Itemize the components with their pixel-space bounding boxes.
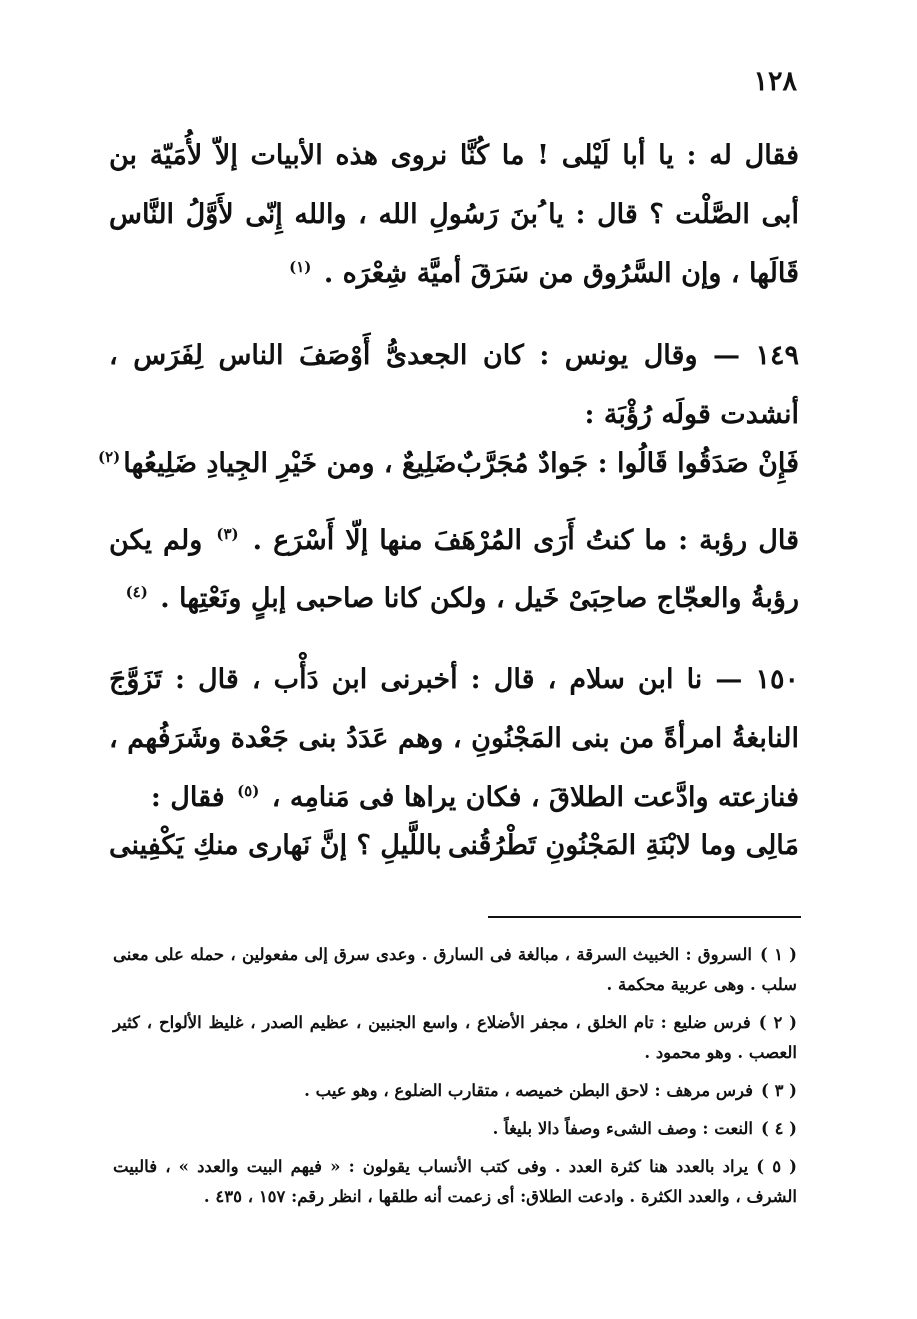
footnote-ref-4: (٤) (125, 583, 148, 601)
verse-2-hemistich-2: باللَّيلِ ؟ إنَّ نَهارى منكِ يَكْفِينى (109, 830, 442, 861)
verse-1-hemistich-2: ضَلِيعٌ ، ومن خَيْرِ الجِيادِ ضَلِيعُها (123, 448, 457, 479)
footnote-3-number: ( ٣ ) (761, 1081, 797, 1100)
verse-1 (98, 448, 799, 479)
paragraph-3-part-1: ١٥٠ — نا ابن سلام ، قال : أخبرنى ابن دَأْب ، قال : تَزَوَّجَ النابغةُ امرأةً من بنى المَجْنُونِ ، وهم عَدَدُ بنى جَعْدة وشَرَفُهم ، فنازعته وادَّعت الطلاقَ ، فكان يراها فى مَنامِه ، (109, 664, 799, 813)
footnote-ref-2: (٢) (98, 448, 121, 466)
footnote-1-number: ( ١ ) (760, 945, 797, 964)
footnote-2-number: ( ٢ ) (758, 1013, 797, 1032)
footnote-5-text: يراد بالعدد هنا كثرة العدد . وفى كتب الأنساب يقولون : « فيهم البيت والعدد » ، فالبيت الشرف ، والعدد الكثرة . وادعت الطلاق: أى زعمت أنه طلقها ، انظر رقم: ١٥٧ ، ٤٣٥ . (113, 1157, 797, 1206)
footnote-5-number: ( ٥ ) (756, 1157, 797, 1176)
narration-part-2: ولم يكن رؤبةُ والعجّاج صاحِبَىْ خَيل ، ولكن كانا صاحبى إبلٍ ونَعْتِها . (109, 525, 799, 614)
footnote-ref-5: (٥) (237, 782, 260, 800)
footnote-4 (113, 1114, 797, 1144)
footnote-4-number: ( ٤ ) (761, 1119, 797, 1138)
footnote-ref-1: (١) (289, 258, 312, 276)
paragraph-1-text: فقال له : يا أبا لَيْلى ! ما كُنَّا نروى هذه الأبيات إلاّ لأُمَيّة بن أبى الصَّلْت ؟ قال : يا ُبنَ رَسُولِ الله ، والله إِنّى لأَوَّلُ النَّاس قَالَها ، وإن السَّرُوق من سَرَقَ أميَّة شِعْرَه . (109, 140, 799, 289)
verse-2 (109, 830, 799, 861)
footnote-4-text: النعت : وصف الشىء وصفاً دالا بليغاً . (492, 1119, 753, 1138)
footnote-5 (113, 1152, 797, 1212)
paragraph-3 (109, 650, 799, 827)
verse-1-hemistich-1: فَإِنْ صَدَقُوا قَالُوا : جَوادٌ مُجَرَّبٌ (456, 448, 799, 479)
paragraph-1 (109, 126, 799, 303)
footnote-ref-3: (٣) (216, 525, 239, 543)
footnote-1-text: السروق : الخبيث السرقة ، مبالغة فى السارق . وعدى سرق إلى مفعولين ، حمله على معنى سلب . وهى عربية محكمة . (113, 945, 797, 994)
paragraph-2-text: ١٤٩ — وقال يونس : كان الجعدىُّ أَوْصَفَ الناس لِفَرَس ، أنشدت قولَه رُؤْبَة : (109, 340, 799, 430)
page-number: ١٢٨ (753, 66, 797, 97)
narration-part-1: قال رؤبة : ما كنتُ أَرَى المُرْهَفَ منها إلّا أَسْرَع . (252, 525, 799, 556)
narration-rubah (109, 512, 799, 628)
verse-2-hemistich-1: مَالِى وما لابْنَةِ المَجْنُونِ تَطْرُقُنى (447, 830, 799, 861)
paragraph-2 (109, 326, 799, 444)
footnote-2 (113, 1008, 797, 1068)
paragraph-3-part-2: فقال : (150, 782, 225, 813)
verse-1-hemistich-2-wrap (95, 448, 456, 479)
footnote-2-text: فرس ضليع : تام الخلق ، مجفر الأضلاع ، واسع الجنبين ، عظيم الصدر ، غليظ الألواح ، كثير العصب . وهو محمود . (113, 1013, 797, 1062)
footnote-3 (113, 1076, 797, 1106)
footnote-1 (113, 940, 797, 1000)
footnote-separator (488, 916, 801, 918)
footnotes (113, 940, 797, 1220)
footnote-3-text: فرس مرهف : لاحق البطن خميصه ، متقارب الضلوع ، وهو عيب . (304, 1081, 753, 1100)
